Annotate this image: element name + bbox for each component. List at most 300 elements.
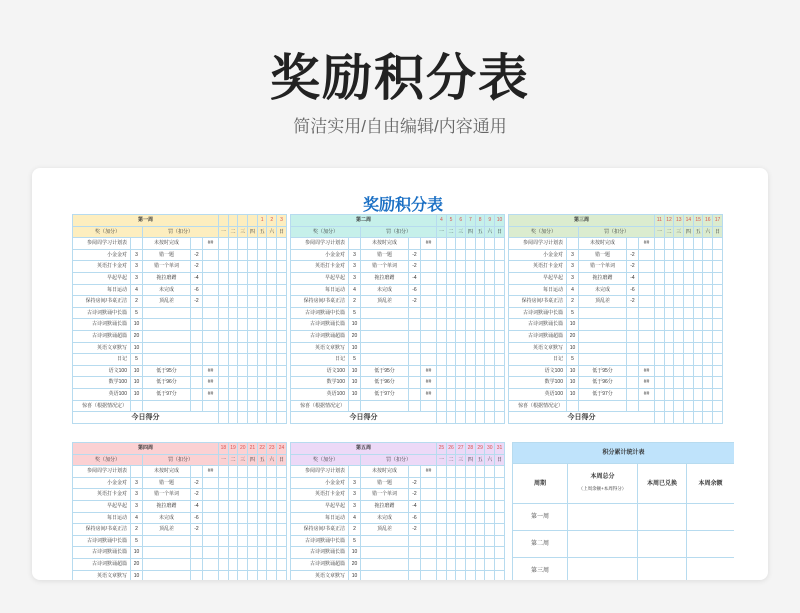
reward-score: 4	[349, 513, 361, 525]
penalty-score	[191, 401, 203, 413]
reward-score: 20	[567, 331, 579, 343]
day-cell	[674, 354, 684, 366]
day-number: 10	[495, 215, 505, 227]
day-cell	[437, 389, 447, 401]
day-cell	[665, 401, 675, 413]
penalty-item: 错一题	[361, 250, 409, 262]
penalty-mark	[203, 319, 219, 331]
reward-item: 古诗词默诵超篇	[509, 331, 567, 343]
day-cell	[703, 366, 713, 378]
penalty-item	[361, 331, 409, 343]
day-cell	[674, 389, 684, 401]
reward-score: 3	[131, 250, 143, 262]
day-cell	[258, 238, 268, 250]
penalty-mark	[639, 250, 655, 262]
penalty-mark	[421, 513, 437, 525]
day-number: 1	[258, 215, 268, 227]
day-cell	[466, 296, 476, 308]
day-total-cell	[437, 412, 447, 424]
day-cell	[248, 501, 258, 513]
day-cell	[674, 377, 684, 389]
penalty-score	[627, 401, 639, 413]
day-number	[219, 215, 229, 227]
reward-score: 2	[131, 524, 143, 536]
day-cell	[447, 571, 457, 580]
sheet-title: 奖励积分表	[362, 197, 443, 214]
day-cell	[476, 285, 486, 297]
day-cell	[267, 389, 277, 401]
day-number: 13	[674, 215, 684, 227]
day-cell	[437, 489, 447, 501]
day-cell	[476, 238, 486, 250]
day-cell	[238, 501, 248, 513]
penalty-item: 未完成	[143, 285, 191, 297]
day-cell	[437, 366, 447, 378]
day-cell	[485, 319, 495, 331]
day-cell	[476, 366, 486, 378]
day-cell	[219, 478, 229, 490]
penalty-mark: ##	[421, 366, 437, 378]
day-cell	[267, 489, 277, 501]
day-cell	[437, 401, 447, 413]
reward-item: 英语文章默写	[73, 571, 131, 580]
day-cell	[447, 501, 457, 513]
penalty-item: 低于96分	[361, 377, 409, 389]
penalty-mark	[421, 547, 437, 559]
penalty-score: -2	[627, 296, 639, 308]
day-cell	[267, 250, 277, 262]
day-cell	[674, 285, 684, 297]
day-cell	[665, 354, 675, 366]
day-cell	[437, 285, 447, 297]
day-cell	[229, 261, 239, 273]
week-name: 第一周	[73, 215, 219, 227]
penalty-item: 未完成	[143, 513, 191, 525]
day-cell	[466, 536, 476, 548]
day-cell	[238, 513, 248, 525]
day-cell	[495, 513, 505, 525]
reward-item: 英语打卡金对	[291, 489, 349, 501]
day-cell	[456, 478, 466, 490]
day-cell	[219, 571, 229, 580]
day-cell	[485, 524, 495, 536]
day-cell	[674, 308, 684, 320]
reward-item: 英语文章默写	[509, 343, 567, 355]
day-cell	[447, 536, 457, 548]
day-cell	[466, 466, 476, 478]
penalty-mark: ##	[203, 238, 219, 250]
day-cell	[665, 308, 675, 320]
reward-score: 10	[131, 389, 143, 401]
reward-score	[349, 466, 361, 478]
day-cell	[219, 536, 229, 548]
penalty-mark	[203, 547, 219, 559]
penalty-item	[361, 547, 409, 559]
penalty-item: 未按时完成	[361, 238, 409, 250]
penalty-score	[627, 238, 639, 250]
day-cell	[238, 285, 248, 297]
day-cell	[495, 377, 505, 389]
day-cell	[694, 331, 704, 343]
day-cell	[466, 273, 476, 285]
day-cell	[703, 354, 713, 366]
day-cell	[655, 273, 665, 285]
day-cell	[238, 343, 248, 355]
day-cell	[466, 343, 476, 355]
penalty-mark: ##	[639, 389, 655, 401]
day-cell	[713, 319, 723, 331]
spreadsheet-preview-card	[32, 168, 768, 580]
penalty-score: -6	[191, 513, 203, 525]
day-cell	[447, 401, 457, 413]
day-cell	[248, 536, 258, 548]
day-cell	[495, 366, 505, 378]
day-cell	[447, 250, 457, 262]
penalty-column-header: 罚（扣分）	[361, 227, 437, 239]
day-cell	[229, 296, 239, 308]
day-cell	[229, 354, 239, 366]
day-cell	[258, 343, 268, 355]
day-cell	[229, 308, 239, 320]
weekday-label: 二	[229, 227, 239, 239]
day-cell	[238, 466, 248, 478]
day-cell	[437, 273, 447, 285]
day-cell	[655, 261, 665, 273]
day-cell	[447, 308, 457, 320]
day-cell	[219, 547, 229, 559]
weekday-label: 三	[674, 227, 684, 239]
day-number: 2	[267, 215, 277, 227]
reward-score: 5	[131, 308, 143, 320]
penalty-score	[627, 366, 639, 378]
week-block	[508, 214, 723, 424]
reward-item: 惊喜（根据情况定）	[291, 401, 349, 413]
weekday-label: 二	[447, 455, 457, 467]
day-cell	[238, 389, 248, 401]
day-cell	[495, 261, 505, 273]
day-cell	[674, 343, 684, 355]
day-cell	[485, 261, 495, 273]
day-cell	[248, 343, 258, 355]
penalty-score: -2	[191, 524, 203, 536]
day-cell	[447, 354, 457, 366]
day-cell	[466, 377, 476, 389]
penalty-item: 未按时完成	[143, 238, 191, 250]
weekday-label: 一	[437, 455, 447, 467]
day-cell	[655, 331, 665, 343]
stats-redeemed-cell	[638, 531, 687, 558]
penalty-item: 错一题	[361, 478, 409, 490]
day-cell	[665, 273, 675, 285]
reward-item: 数学100	[509, 377, 567, 389]
penalty-item	[361, 343, 409, 355]
day-cell	[238, 571, 248, 580]
reward-score: 3	[131, 478, 143, 490]
day-cell	[655, 250, 665, 262]
day-number	[248, 215, 258, 227]
penalty-mark	[421, 296, 437, 308]
day-cell	[713, 238, 723, 250]
penalty-item	[361, 401, 409, 413]
day-cell	[476, 296, 486, 308]
day-cell	[684, 308, 694, 320]
day-cell	[267, 559, 277, 571]
reward-score: 5	[567, 354, 579, 366]
penalty-item	[143, 401, 191, 413]
penalty-score: -4	[191, 273, 203, 285]
day-cell	[703, 238, 713, 250]
day-cell	[238, 308, 248, 320]
day-cell	[219, 343, 229, 355]
today-score-label: 今日得分	[509, 412, 655, 424]
day-cell	[694, 343, 704, 355]
penalty-mark	[421, 401, 437, 413]
penalty-score: -2	[627, 261, 639, 273]
day-number: 21	[248, 443, 258, 455]
penalty-mark: ##	[639, 238, 655, 250]
penalty-score	[191, 559, 203, 571]
day-cell	[476, 513, 486, 525]
day-cell	[703, 389, 713, 401]
day-cell	[267, 296, 277, 308]
reward-score: 10	[349, 377, 361, 389]
day-cell	[219, 261, 229, 273]
reward-item: 参阅周学习计划表	[509, 238, 567, 250]
penalty-score	[409, 331, 421, 343]
day-cell	[277, 331, 287, 343]
day-cell	[267, 536, 277, 548]
penalty-mark: ##	[203, 377, 219, 389]
penalty-item	[143, 354, 191, 366]
day-cell	[267, 401, 277, 413]
day-cell	[456, 524, 466, 536]
day-cell	[466, 524, 476, 536]
day-cell	[495, 389, 505, 401]
day-cell	[655, 354, 665, 366]
day-cell	[476, 501, 486, 513]
penalty-score	[191, 343, 203, 355]
day-cell	[694, 377, 704, 389]
day-cell	[219, 273, 229, 285]
day-cell	[655, 389, 665, 401]
day-cell	[437, 354, 447, 366]
penalty-score	[409, 354, 421, 366]
day-cell	[495, 547, 505, 559]
day-total-cell	[703, 412, 713, 424]
penalty-item: 拖拉磨蹭	[143, 273, 191, 285]
day-cell	[456, 489, 466, 501]
penalty-score: -6	[409, 285, 421, 297]
day-cell	[495, 559, 505, 571]
reward-score	[349, 401, 361, 413]
day-cell	[694, 285, 704, 297]
penalty-score	[409, 571, 421, 580]
day-cell	[267, 547, 277, 559]
day-cell	[258, 261, 268, 273]
day-cell	[248, 389, 258, 401]
day-cell	[437, 524, 447, 536]
day-cell	[447, 377, 457, 389]
day-cell	[476, 489, 486, 501]
day-cell	[665, 285, 675, 297]
reward-score	[131, 401, 143, 413]
day-total-cell	[674, 412, 684, 424]
day-number: 19	[229, 443, 239, 455]
day-cell	[219, 513, 229, 525]
day-cell	[466, 501, 476, 513]
day-cell	[277, 285, 287, 297]
week-block	[72, 442, 287, 580]
reward-item: 保持房间/书桌正洁	[291, 296, 349, 308]
day-cell	[248, 308, 258, 320]
penalty-score	[191, 377, 203, 389]
day-cell	[655, 296, 665, 308]
reward-column-header: 奖（加分）	[73, 455, 143, 467]
reward-item: 英语文章默写	[291, 571, 349, 580]
weekday-label: 日	[495, 227, 505, 239]
day-cell	[258, 489, 268, 501]
penalty-mark	[639, 296, 655, 308]
penalty-score	[409, 547, 421, 559]
day-cell	[238, 536, 248, 548]
day-cell	[219, 559, 229, 571]
day-cell	[238, 296, 248, 308]
reward-score: 2	[567, 296, 579, 308]
reward-score	[131, 466, 143, 478]
day-cell	[238, 238, 248, 250]
day-total-cell	[267, 412, 277, 424]
penalty-mark	[639, 261, 655, 273]
day-cell	[277, 513, 287, 525]
weekday-label: 四	[684, 227, 694, 239]
day-cell	[248, 296, 258, 308]
day-cell	[447, 559, 457, 571]
penalty-score	[409, 377, 421, 389]
day-cell	[674, 261, 684, 273]
day-cell	[258, 250, 268, 262]
day-cell	[466, 571, 476, 580]
penalty-score: -4	[627, 273, 639, 285]
day-cell	[485, 489, 495, 501]
day-number: 6	[456, 215, 466, 227]
day-cell	[456, 285, 466, 297]
reward-score: 3	[567, 273, 579, 285]
day-cell	[466, 261, 476, 273]
penalty-score: -2	[409, 296, 421, 308]
stats-period: 第一周	[513, 504, 568, 531]
reward-item: 日记	[291, 354, 349, 366]
penalty-mark	[203, 261, 219, 273]
day-cell	[277, 354, 287, 366]
day-cell	[476, 524, 486, 536]
weekday-label: 六	[485, 227, 495, 239]
day-cell	[447, 261, 457, 273]
day-cell	[437, 261, 447, 273]
penalty-score	[627, 377, 639, 389]
day-cell	[476, 466, 486, 478]
day-cell	[238, 273, 248, 285]
penalty-mark	[639, 319, 655, 331]
day-cell	[248, 466, 258, 478]
day-cell	[267, 308, 277, 320]
day-cell	[277, 261, 287, 273]
day-cell	[665, 261, 675, 273]
day-cell	[238, 354, 248, 366]
reward-item: 古诗词默诵中长篇	[73, 308, 131, 320]
stats-header-balance: 本周余额	[687, 464, 734, 504]
penalty-mark	[203, 250, 219, 262]
penalty-item: 拖拉磨蹭	[143, 501, 191, 513]
penalty-item	[579, 401, 627, 413]
penalty-score: -2	[627, 250, 639, 262]
day-cell	[466, 238, 476, 250]
penalty-item: 未完成	[361, 513, 409, 525]
weekday-label: 三	[238, 227, 248, 239]
penalty-mark	[203, 571, 219, 580]
reward-score: 5	[349, 536, 361, 548]
reward-item: 古诗词默诵中长篇	[73, 536, 131, 548]
day-cell	[495, 489, 505, 501]
penalty-item	[579, 319, 627, 331]
day-number: 3	[277, 215, 287, 227]
weekday-label: 六	[703, 227, 713, 239]
reward-item: 参阅周学习计划表	[73, 238, 131, 250]
reward-item: 每日运动	[291, 285, 349, 297]
day-cell	[703, 343, 713, 355]
reward-item: 惊喜（根据情况定）	[73, 401, 131, 413]
day-cell	[219, 389, 229, 401]
day-cell	[277, 571, 287, 580]
day-cell	[229, 571, 239, 580]
day-cell	[248, 524, 258, 536]
day-cell	[495, 501, 505, 513]
day-cell	[219, 354, 229, 366]
penalty-item: 未按时完成	[143, 466, 191, 478]
day-cell	[713, 296, 723, 308]
reward-item: 保持房间/书桌正洁	[73, 296, 131, 308]
day-number: 11	[655, 215, 665, 227]
weekday-label: 五	[694, 227, 704, 239]
day-cell	[456, 536, 466, 548]
day-cell	[655, 343, 665, 355]
penalty-mark	[203, 331, 219, 343]
day-cell	[694, 366, 704, 378]
day-cell	[238, 478, 248, 490]
reward-score: 10	[567, 343, 579, 355]
reward-item: 参阅周学习计划表	[291, 466, 349, 478]
reward-score: 3	[349, 501, 361, 513]
day-cell	[476, 478, 486, 490]
reward-item: 古诗词默诵长篇	[73, 547, 131, 559]
penalty-item	[579, 331, 627, 343]
reward-item: 古诗词默诵超篇	[291, 559, 349, 571]
day-cell	[248, 489, 258, 501]
day-cell	[495, 273, 505, 285]
penalty-item	[143, 536, 191, 548]
day-cell	[456, 401, 466, 413]
penalty-mark	[203, 401, 219, 413]
day-cell	[248, 401, 258, 413]
penalty-score	[191, 547, 203, 559]
day-number: 29	[476, 443, 486, 455]
penalty-item: 低于97分	[579, 389, 627, 401]
day-cell	[267, 238, 277, 250]
penalty-item: 错一个单词	[143, 261, 191, 273]
day-cell	[655, 319, 665, 331]
day-cell	[277, 547, 287, 559]
day-cell	[456, 377, 466, 389]
reward-item: 古诗词默诵中长篇	[291, 536, 349, 548]
